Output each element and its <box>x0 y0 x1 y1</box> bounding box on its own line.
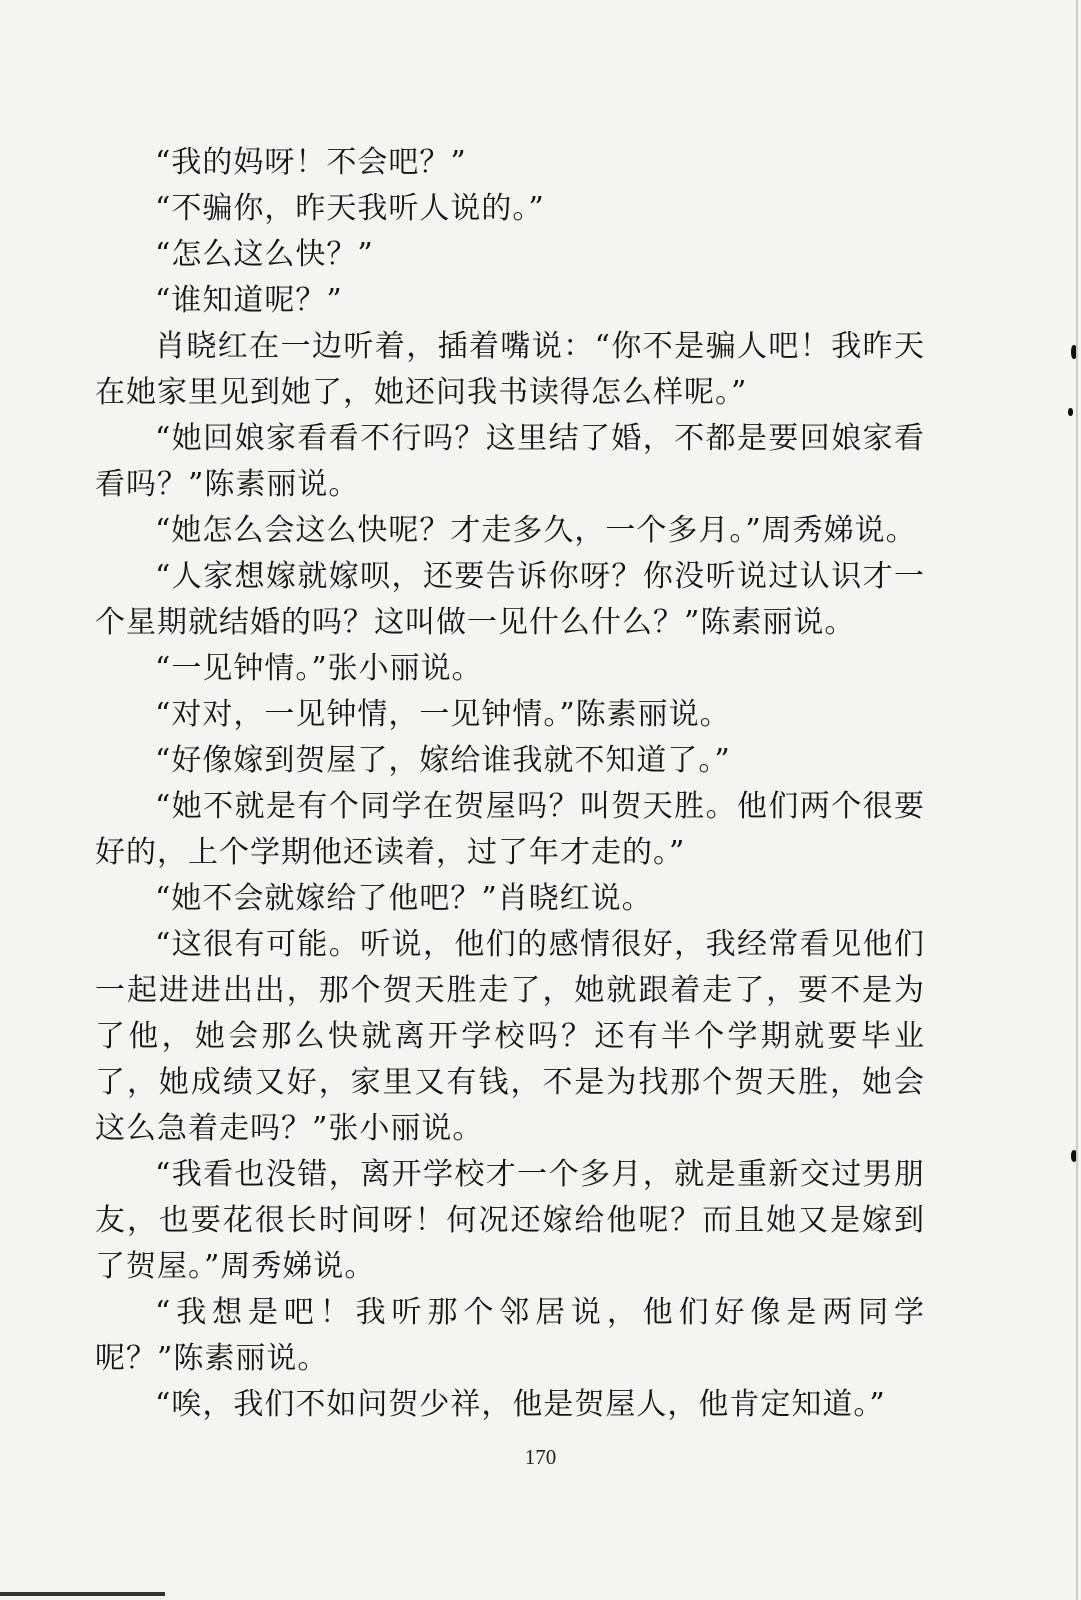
paragraph: “一见钟情。”张小丽说。 <box>155 651 483 686</box>
body-text <box>95 140 925 1428</box>
scan-speck <box>1068 408 1073 416</box>
paragraph: “她不会就嫁给了他吧？”肖晓红说。 <box>155 881 653 916</box>
paragraph: “她回娘家看看不行吗？这里结了婚，不都是要回娘家看看吗？”陈素丽说。 <box>95 421 925 502</box>
paragraph: “不骗你，昨天我听人说的。” <box>155 191 545 226</box>
paragraph: “我看也没错，离开学校才一个多月，就是重新交过男朋友，也要花很长时间呀！何况还嫁给他呢？而且她又是嫁到了贺屋。”周秀娣说。 <box>95 1157 925 1284</box>
paragraph: “对对，一见钟情，一见钟情。”陈素丽说。 <box>155 697 731 732</box>
paragraph: “我想是吧！我听那个邻居说，他们好像是两同学呢？”陈素丽说。 <box>95 1295 925 1376</box>
paragraph: “怎么这么快？” <box>155 237 374 272</box>
page-number: 170 <box>524 1445 557 1469</box>
scan-bottom-rule <box>0 1592 165 1596</box>
paragraph: “她不就是有个同学在贺屋吗？叫贺天胜。他们两个很要好的，上个学期他还读着，过了年才走的。” <box>95 789 925 870</box>
paragraph: 肖晓红在一边听着，插着嘴说：“你不是骗人吧！我昨天在她家里见到她了，她还问我书读得怎么样呢。” <box>95 329 925 410</box>
scan-edge-line <box>1076 0 1078 1600</box>
paragraph: “这很有可能。听说，他们的感情很好，我经常看见他们一起进进出出，那个贺天胜走了，她就跟着走了，要不是为了他，她会那么快就离开学校吗？还有半个学期就要毕业了，她成绩又好，家里又有钱，不是为找那个贺天胜，她会这么急着走吗？”张小丽说。 <box>95 927 925 1146</box>
paragraph: “我的妈呀！不会吧？” <box>155 145 467 180</box>
paragraph: “谁知道呢？” <box>155 283 343 318</box>
paragraph: “人家想嫁就嫁呗，还要告诉你呀？你没听说过认识才一个星期就结婚的吗？这叫做一见什么什么？”陈素丽说。 <box>95 559 925 640</box>
paragraph: “好像嫁到贺屋了，嫁给谁我就不知道了。” <box>155 743 731 778</box>
paragraph: “她怎么会这么快呢？才走多久，一个多月。”周秀娣说。 <box>155 513 917 548</box>
paragraph: “唉，我们不如问贺少祥，他是贺屋人，他肯定知道。” <box>155 1387 886 1422</box>
